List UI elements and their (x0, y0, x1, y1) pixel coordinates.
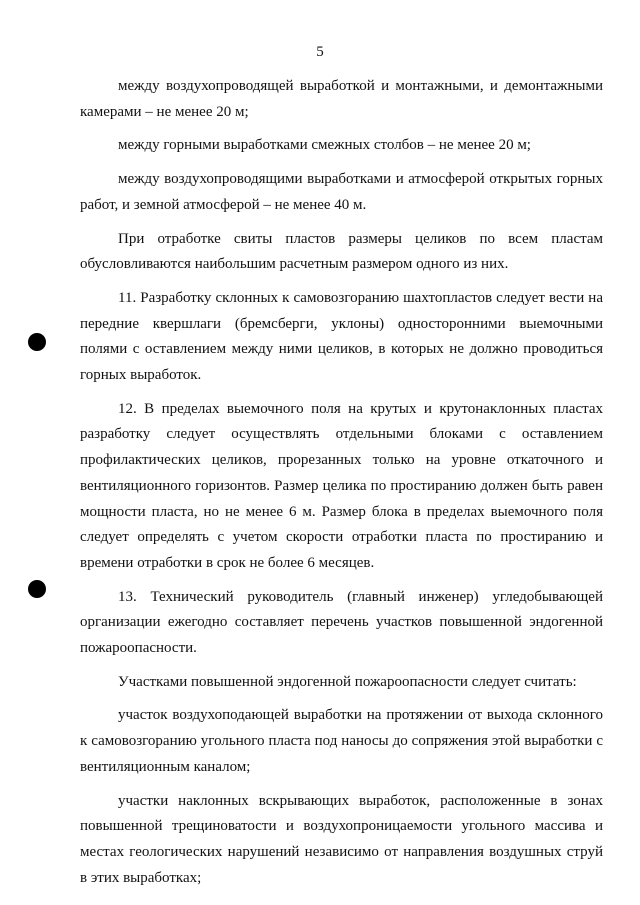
punch-hole-mark (28, 333, 46, 351)
paragraph: между горными выработками смежных столбов – не менее 20 м; (118, 137, 531, 154)
paragraph: между воздухопроводящими выработками и атмосферой открытых горных работ, и земной атмосферой – не менее 40 м. (80, 171, 603, 213)
paragraph: При отработке свиты пластов размеры целиков по всем пластам обусловливаются наибольшим расчетным размером одного из них. (80, 230, 603, 273)
paragraph: участок воздухоподающей выработки на протяжении от выхода склонного к самовозгоранию угольного пласта под наносы до сопряжения этой выработки с вентиляционным каналом; (80, 707, 603, 775)
paragraph: 12. В пределах выемочного поля на крутых и крутонаклонных пластах разработку следует осуществлять отдельными блоками с оставлением профилактических целиков, прорезанных только на уровне откаточного и вентиляционного горизонтов. Размер целика по простиранию должен быть равен мощности пласта, но не менее 6 м. Размер блока в пределах выемочного поля следует определять с учетом скорости отработки пласта по простиранию и времени отработки в срок не более 6 месяцев. (80, 400, 603, 571)
paragraph: Участками повышенной эндогенной пожароопасности следует считать: (118, 673, 577, 690)
page-number: 5 (316, 44, 324, 60)
paragraph: 11. Разработку склонных к самовозгоранию шахтопластов следует вести на передние квершлаги (бремсберги, уклоны) односторонними выемочными полями с оставлением между ними целиков, в которых не должно проводиться горных выработок. (80, 289, 603, 384)
paragraph: между воздухопроводящей выработкой и монтажными, и демонтажными камерами – не менее 20 м; (80, 78, 603, 120)
paragraph: участки наклонных вскрывающих выработок, расположенные в зонах повышенной трещиноватости и воздухопроницаемости угольного массива и местах геологических нарушений независимо от направления воздушных струй в этих выработках; (80, 792, 603, 886)
paragraph: 13. Технический руководитель (главный инженер) угледобывающей организации ежегодно составляет перечень участков повышенной эндогенной пожароопасности. (80, 588, 603, 657)
punch-hole-mark (28, 580, 46, 598)
document-body (80, 74, 603, 899)
